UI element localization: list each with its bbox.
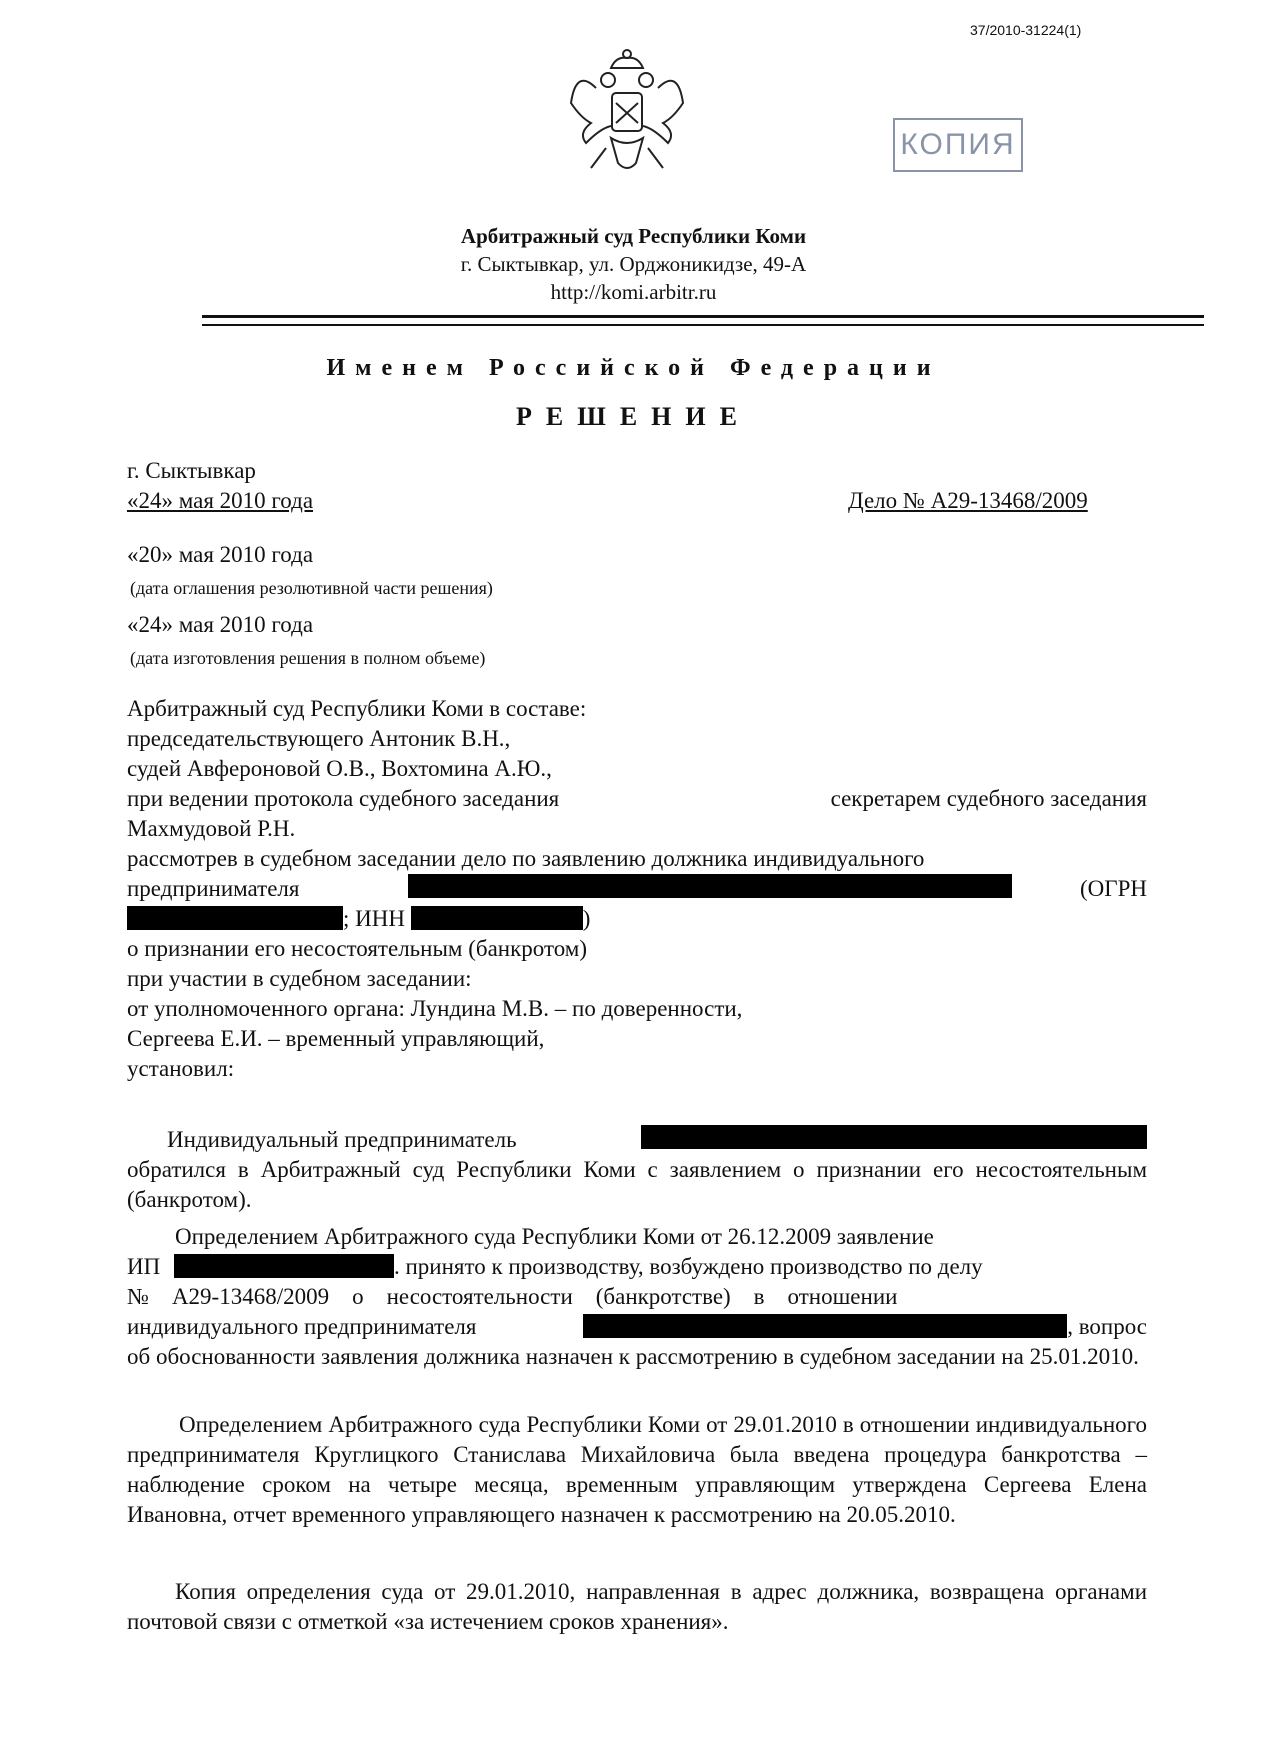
court-composition [127,694,1147,1084]
paragraph-text: индивидуального предпринимателя [127,1314,477,1339]
composition-line [127,874,1147,904]
document-title: РЕШЕНИЕ [516,402,751,431]
redacted-inn [411,906,583,930]
paragraph-text: . принято к производству, возбуждено производство по делу [393,1254,983,1279]
announcement-note: (дата оглашения резолютивной части решения) [130,578,493,598]
composition-line: Арбитражный суд Республики Коми в составе: [127,696,587,721]
coat-of-arms-emblem [566,48,688,180]
composition-line: Сергеева Е.И. – временный управляющий, [127,1026,545,1051]
composition-text: секретарем судебного заседания [830,786,1147,811]
redacted-name [174,1254,394,1278]
composition-line: при участии в судебном заседании: [127,966,472,991]
paragraph-1 [127,1125,1147,1215]
case-number: Дело № А29-13468/2009 [848,488,1088,513]
paragraph-text: ИП [127,1254,161,1279]
redacted-name [641,1125,1147,1149]
copy-stamp: КОПИЯ [893,118,1023,172]
composition-text: при ведении протокола судебного заседания [127,786,560,811]
paragraph-line [127,1125,1147,1155]
composition-text: (ОГРН [1080,876,1147,901]
composition-line: установил: [127,1056,235,1081]
composition-text: предпринимателя [127,876,300,901]
composition-line: Махмудовой Р.Н. [127,816,296,841]
document-number: 37/2010-31224(1) [970,22,1082,38]
court-header [0,222,1267,306]
header-rule-thick [202,315,1204,318]
paragraph-4: Копия определения суда от 29.01.2010, направленная в адрес должника, возвращена органами почтовой связи с отметкой «за истечением сроков хранения». [127,1579,1147,1634]
composition-line [127,904,1147,934]
full-decision-note: (дата изготовления решения в полном объеме) [130,648,486,668]
redacted-ogrn [127,906,343,930]
composition-line: о признании его несостоятельным (банкротом) [127,936,587,961]
court-name: Арбитражный суд Республики Коми [460,224,807,248]
composition-text: ) [582,906,591,931]
paragraph-line [127,1312,1147,1342]
paragraph-text: об обоснованности заявления должника назначен к рассмотрению в судебном заседании на 25.01.2010. [127,1344,1139,1369]
heading-russian-federation: Именем Российской Федерации [326,355,941,381]
decision-date: «24» мая 2010 года [127,488,314,513]
composition-line: рассмотрев в судебном заседании дело по заявлению должника индивидуального [127,846,925,871]
announcement-date: «20» мая 2010 года [127,542,314,567]
composition-text: ; ИНН [343,906,405,931]
redacted-name [408,874,1012,898]
paragraph-text: , вопрос [1067,1314,1147,1339]
city: г. Сыктывкар [127,458,256,483]
court-address: г. Сыктывкар, ул. Орджоникидзе, 49-А [460,252,807,276]
paragraph-3: Определением Арбитражного суда Республики Коми от 29.01.2010 в отношении индивидуального предпринимателя Круглицкого Станислава Михайловича была введена процедура банкротства – наблюдение сроком на четыре месяца, временным управляющим утверждена Сергеева Елена Ивановна, отчет временного управляющего назначен к рассмотрению на 20.05.2010. [127,1412,1147,1527]
composition-line: председательствующего Антоник В.Н., [127,726,511,751]
header-rule-thin [202,324,1204,326]
full-decision-date: «24» мая 2010 года [127,612,314,637]
paragraph-text: обратился в Арбитражный суд Республики Коми с заявлением о признании его несостоятельным (банкротом). [127,1157,1147,1212]
composition-line: судей Авфероновой О.В., Вохтомина А.Ю., [127,756,552,781]
court-url: http://komi.arbitr.ru [550,280,717,304]
redacted-name [583,1314,1067,1338]
paragraph-text: Определением Арбитражного суда Республики Коми от 26.12.2009 заявление [175,1224,934,1249]
paragraph-text: Индивидуальный предприниматель [167,1127,517,1152]
composition-line [127,784,1147,814]
paragraph-2 [127,1222,1147,1372]
paragraph-line [127,1252,1147,1282]
paragraph-text: № А29-13468/2009 о несостоятельности (банкротстве) в отношении [127,1284,898,1309]
composition-line: от уполномоченного органа: Лундина М.В. – по доверенности, [127,996,743,1021]
